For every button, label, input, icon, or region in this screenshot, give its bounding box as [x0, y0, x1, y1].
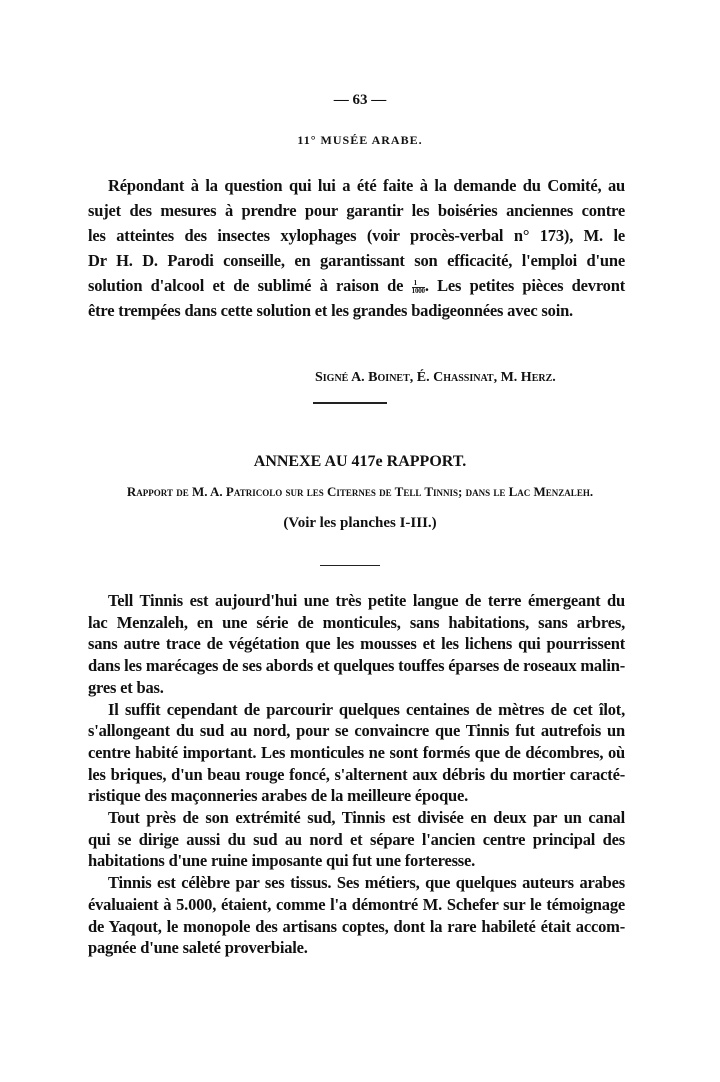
paragraph-line: sans autre trace de végétation que les mousses et les lichens qui pourrissent: [88, 634, 625, 654]
paragraph-line: habitations d'une ruine imposante qui fut une forteresse.: [88, 851, 476, 871]
paragraph-line: [88, 276, 625, 296]
paragraph-line: de Yaqout, le monopole des artisans coptes, dont la rare habileté était accom-: [88, 916, 625, 936]
paragraph-line: les atteintes des insectes xylophages (voir procès-verbal n° 173), M. le: [88, 226, 625, 245]
paragraph-line: évaluaient à 5.000, étaient, comme l'a démontré M. Schefer sur le témoignage: [88, 894, 625, 914]
report-subtitle: Rapport de M. A. Patricolo sur les Citernes de Tell Tinnis; dans le Lac Menzaleh.: [126, 484, 594, 499]
paragraph-line: Il suffit cependant de parcourir quelques centaines de mètres de cet îlot,: [108, 699, 625, 719]
section-heading-musee-arabe: 11° MUSÉE ARABE.: [297, 133, 423, 147]
paragraph-line: être trempées dans cette solution et les grandes badigeonnées avec soin.: [88, 301, 573, 320]
paragraph-line: ristique des maçonneries arabes de la meilleure époque.: [88, 786, 469, 806]
paragraph-line: Dr H. D. Parodi conseille, en garantissant son efficacité, l'emploi d'une: [88, 251, 625, 270]
divider: [313, 402, 387, 404]
line-text: solution d'alcool et de sublimé à raison de: [88, 276, 404, 295]
paragraph-line: lac Menzaleh, en une série de monticules, sans habitations, sans arbres,: [88, 612, 625, 632]
fraction-numerator: 1: [412, 280, 425, 288]
signature: Signé A. Boinet, É. Chassinat, M. Herz.: [315, 370, 556, 385]
paragraph-line: centre habité important. Les monticules ne sont formés que de décombres, où: [88, 742, 625, 762]
paragraph-line: dans les marécages de ses abords et quelques touffes éparses de roseaux malin-: [88, 656, 625, 676]
annex-heading: ANNEXE AU 417e RAPPORT.: [253, 453, 467, 470]
paragraph-line: sujet des mesures à prendre pour garantir les boiséries anciennes contre: [88, 201, 625, 220]
paragraph-line: s'allongeant du sud au nord, pour se convaincre que Tinnis fut autrefois un: [88, 721, 625, 741]
paragraph-line: Tell Tinnis est aujourd'hui une très petite langue de terre émergeant du: [108, 591, 625, 610]
paragraph-line: Tout près de son extrémité sud, Tinnis est divisée en deux par un canal: [108, 808, 625, 827]
divider: [320, 565, 380, 566]
paragraph-line: Tinnis est célèbre par ses tissus. Ses métiers, que quelques auteurs arabes: [108, 873, 625, 893]
paragraph-line: qui se dirige aussi du sud au nord et sépare l'ancien centre principal des: [88, 829, 625, 849]
fraction-denominator: 1000: [411, 286, 425, 295]
fraction: [412, 280, 425, 295]
paragraph-line: Répondant à la question qui lui a été faite à la demande du Comité, au: [108, 176, 625, 195]
page-number: — 63 —: [333, 92, 387, 108]
line-text: . Les petites pièces devront: [424, 276, 625, 295]
paragraph-line: gres et bas.: [88, 677, 164, 697]
paragraph-line: les briques, d'un beau rouge foncé, s'alternent aux débris du mortier caracté-: [88, 764, 625, 784]
paragraph-line: pagnée d'une saleté proverbiale.: [88, 938, 308, 958]
plates-note: (Voir les planches I-III.): [283, 515, 437, 531]
